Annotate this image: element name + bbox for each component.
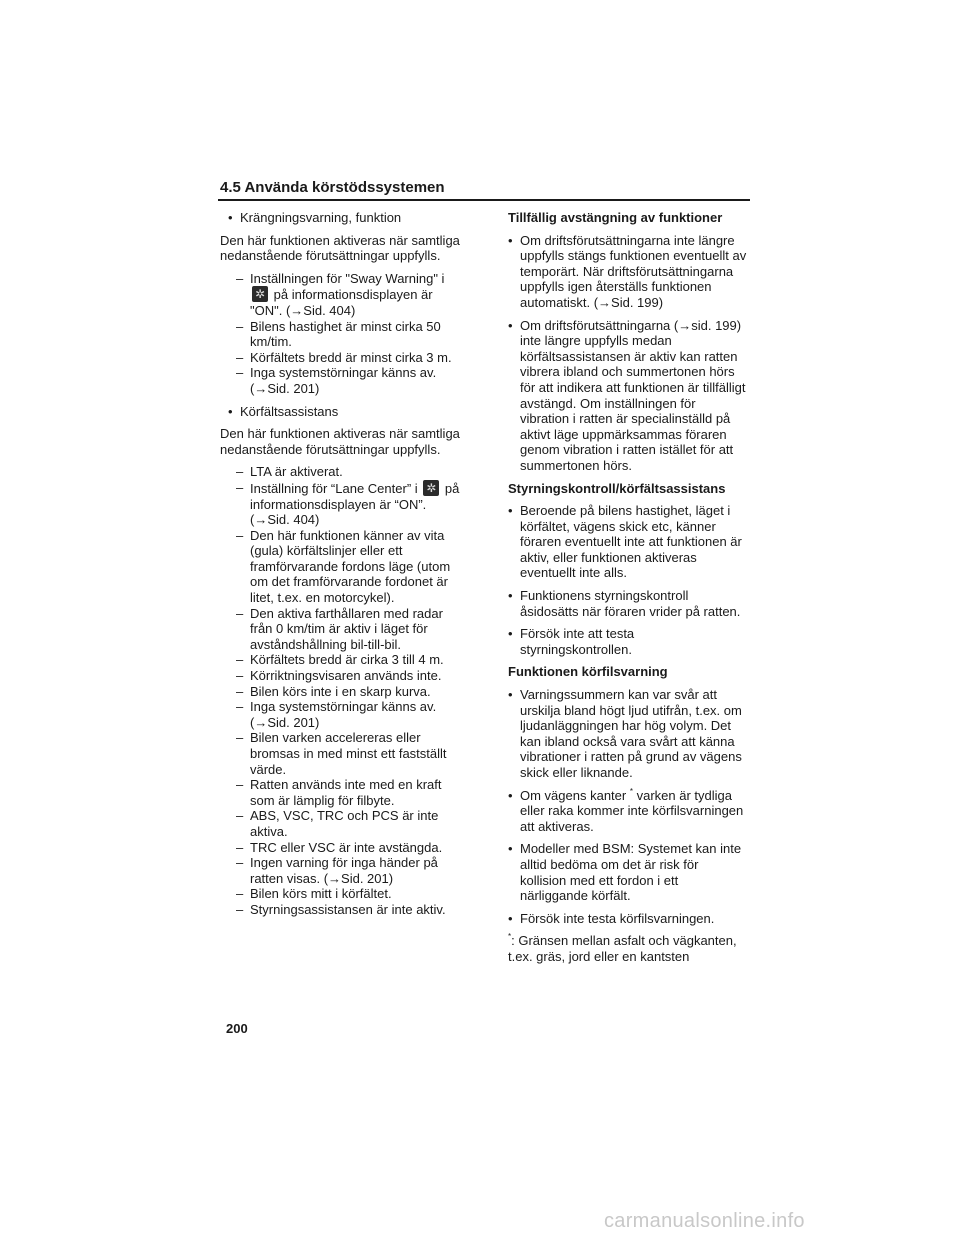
list-item: – Inga systemstörningar känns av. (→Sid. 201) — [236, 365, 437, 396]
header-rule — [218, 199, 750, 201]
bullet-item: • Försök inte testa körfilsvarningen. — [508, 910, 715, 926]
list-item: – Inställning för “Lane Center” i ✲ på informationsdisplayen är “ON”. (→Sid. 404) — [220, 480, 468, 528]
bullet-item: • Varningssummern kan var svår att urskilja bland högt ljud utifrån, t.ex. om ljudanläggningen har hög volym. Det kan ibland också vara svårt att känna vibrationer i ratten på grund av vägens skick eller liknande. — [508, 687, 742, 780]
bullet-mark: • — [228, 403, 233, 419]
bullet-text: Krängningsvarning, funktion — [240, 210, 402, 225]
list-item: – ABS, VSC, TRC och PCS är inte aktiva. — [236, 808, 439, 839]
bullet-item: • Om driftsförutsättningarna inte längre uppfylls stängs funktionen eventuellt av temporärt. När driftsförutsättningarna uppfylls igen återställs funktionen automatiskt. (→Sid. 199) — [508, 232, 747, 310]
bullet-item: • Funktionens styrningskontroll åsidosätts när föraren vrider på ratten. — [508, 588, 741, 619]
list-item: – Ratten används inte med en kraft som är lämplig för filbyte. — [236, 777, 442, 808]
bullet-lane-assist — [228, 404, 468, 420]
section-title: 4.5 Använda körstödssystemen — [220, 179, 445, 196]
list-item: – Körfältets bredd är cirka 3 till 4 m. — [236, 652, 444, 668]
list-item: – Körfältets bredd är minst cirka 3 m. — [236, 349, 452, 365]
bullet-item: • Om vägens kanter * varken är tydliga eller raka kommer inte körfilsvarningen att aktiveras. — [508, 786, 744, 834]
footnote-ref: * — [629, 786, 633, 796]
list-item: – Bilen körs inte i en skarp kurva. — [236, 683, 431, 699]
gear-icon — [423, 480, 439, 496]
heading-temporary-shutoff: Tillfällig avstängning av funktioner — [508, 210, 723, 225]
list-item: – LTA är aktiverat. — [236, 464, 343, 480]
heading-steering-control: Styrningskontroll/körfältsassistans — [508, 480, 726, 496]
section-header — [218, 179, 750, 201]
intro-paragraph: Den här funktionen aktiveras när samtliga nedanstående förutsättningar uppfylls. — [220, 426, 460, 457]
intro-paragraph: Den här funktionen aktiveras när samtliga nedanstående förutsättningar uppfylls. — [220, 232, 460, 264]
list-item: – Den här funktionen känner av vita (gula) körfältslinjer eller ett framförvarande fordons läge (utom om det framförvarande fordonet är litet, t.ex. en motorcykel). — [236, 527, 451, 606]
page-number: 200 — [226, 1021, 248, 1036]
list-item: – Bilens hastighet är minst cirka 50 km/tim. — [236, 318, 441, 350]
left-column — [220, 210, 468, 925]
gear-icon — [252, 286, 268, 302]
list-item: – Styrningsassistansen är inte aktiv. — [236, 901, 446, 917]
list-item: – Bilen varken accelereras eller bromsas in med minst ett fastställt värde. — [236, 730, 447, 777]
bullet-item: • Modeller med BSM: Systemet kan inte alltid bedöma om det är risk för kollision med ett fordon i ett närliggande körfält. — [508, 841, 742, 904]
bullet-item: • Försök inte att testa styrningskontrollen. — [508, 626, 635, 657]
watermark: carmanualsonline.info — [604, 1210, 805, 1232]
heading-lane-departure-warning: Funktionen körfilsvarning — [508, 664, 668, 680]
right-column — [508, 210, 748, 972]
bullet-item: • Beroende på bilens hastighet, läget i körfältet, vägens skick etc, känner föraren eventuellt inte att funktionen är aktiv, eller funktionen aktiveras eventuellt inte alls. — [508, 503, 742, 581]
footnote-mark: * — [508, 932, 512, 942]
list-item: – Ingen varning för inga händer på ratten visas. (→Sid. 201) — [236, 855, 438, 886]
condition-list-sway — [220, 271, 468, 397]
bullet-item: • Om driftsförutsättningarna (→sid. 199) inte längre uppfylls medan körfältsassistansen är aktiv kan ratten vibrera ibland och summertonen hörs för att indikera att funktionen är tillfälligt avstängd. Om inställningen för vibration i ratten är specialinställd på aktivt läge uppmärksammas föraren genom vibration i ratten istället för att summertonen hörs. — [508, 317, 746, 473]
bullet-text: Körfältsassistans — [240, 403, 339, 419]
list-item: – Inga systemstörningar känns av. (→Sid. 201) — [236, 699, 437, 730]
list-item: – Inställningen för "Sway Warning" i ✲ på informationsdisplayen är "ON". (→Sid. 404) — [220, 271, 468, 319]
bullet-mark: • — [228, 210, 233, 225]
list-item: – Den aktiva farthållaren med radar från 0 km/tim är aktiv i läget för avståndshållning bil-till-bil. — [236, 605, 443, 652]
footnote: *: Gränsen mellan asfalt och vägkanten, t.ex. gräs, jord eller en kantsten — [508, 932, 737, 964]
condition-list-lane — [220, 464, 468, 917]
list-item: – TRC eller VSC är inte avstängda. — [236, 839, 443, 855]
bullet-sway-warning — [228, 210, 468, 226]
list-item: – Bilen körs mitt i körfältet. — [236, 886, 392, 902]
list-item: – Körriktningsvisaren används inte. — [236, 668, 442, 684]
